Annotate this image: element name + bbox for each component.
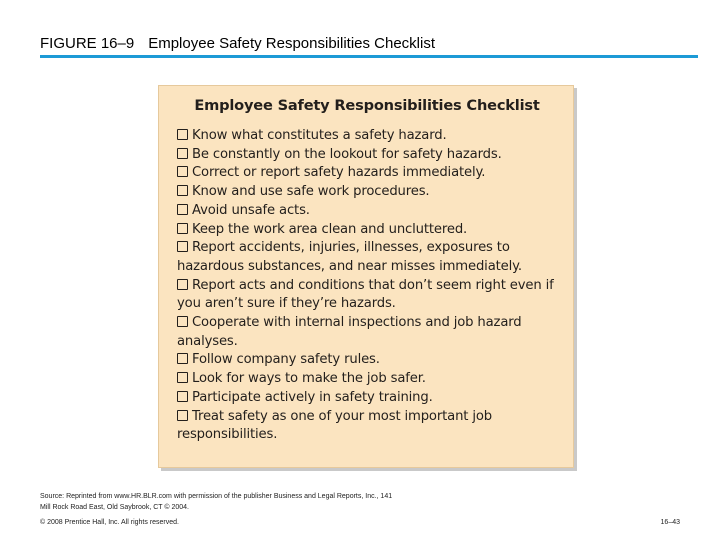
checklist-item xyxy=(177,202,557,221)
checkbox-icon xyxy=(177,241,188,252)
checkbox-icon xyxy=(177,391,188,402)
checkbox-icon xyxy=(177,185,188,196)
checklist-item-text: Cooperate with internal inspections and job hazard analyses. xyxy=(177,315,522,349)
checklist-item xyxy=(177,221,557,240)
checkbox-icon xyxy=(177,166,188,177)
slide-number: 16–43 xyxy=(660,519,680,526)
checkbox-icon xyxy=(177,372,188,383)
checklist-item-text: Correct or report safety hazards immediately. xyxy=(192,165,486,181)
checkbox-icon xyxy=(177,410,188,421)
checkbox-icon xyxy=(177,279,188,290)
checklist-item-text: Treat safety as one of your most important job responsibilities. xyxy=(177,408,492,443)
checkbox-icon xyxy=(177,353,188,364)
checklist-item xyxy=(177,164,557,183)
checklist-item xyxy=(177,389,557,408)
checklist-item xyxy=(177,127,557,146)
figure-title-text: Employee Safety Responsibilities Checklist xyxy=(148,35,436,52)
checklist-item xyxy=(177,183,557,202)
title-divider xyxy=(40,55,698,58)
checkbox-icon xyxy=(177,129,188,140)
checklist-item xyxy=(177,370,557,389)
figure-title xyxy=(40,34,696,54)
checklist-item-text: Keep the work area clean and uncluttered. xyxy=(192,221,468,237)
source-note: Source: Reprinted from www.HR.BLR.com with permission of the publisher Business and Legal Reports, Inc., 141 Mill Rock Road East, Old Saybrook, CT © 2004. xyxy=(40,493,393,511)
checkbox-icon xyxy=(177,223,188,234)
checklist-title: Employee Safety Responsibilities Checklist xyxy=(194,97,540,114)
checkbox-icon xyxy=(177,204,188,215)
checklist-item-text: Be constantly on the lookout for safety hazards. xyxy=(192,146,502,162)
checklist-item xyxy=(177,239,557,276)
checkbox-icon xyxy=(177,316,188,327)
checklist-item xyxy=(177,277,557,314)
checklist-item-text: Participate actively in safety training. xyxy=(192,389,433,405)
checklist-item xyxy=(177,408,557,445)
checklist-item-text: Know and use safe work procedures. xyxy=(192,184,430,200)
checklist-item xyxy=(177,314,557,351)
checklist-item-text: Know what constitutes a safety hazard. xyxy=(192,128,447,143)
checkbox-icon xyxy=(177,148,188,159)
checklist-item-text: Report acts and conditions that don’t seem right even if you aren’t sure if they’re hazards. xyxy=(177,277,554,312)
checklist-panel xyxy=(158,85,574,468)
figure-number: FIGURE 16–9 xyxy=(40,35,135,52)
checklist-item xyxy=(177,146,557,165)
copyright: © 2008 Prentice Hall, Inc. All rights reserved. xyxy=(40,519,179,526)
checklist-item xyxy=(177,351,557,370)
checklist-item-text: Avoid unsafe acts. xyxy=(192,202,310,218)
checklist-item-text: Follow company safety rules. xyxy=(192,352,380,368)
checklist xyxy=(177,127,557,445)
checklist-item-text: Report accidents, injuries, illnesses, exposures to hazardous substances, and near misses immediately. xyxy=(177,240,522,274)
checklist-item-text: Look for ways to make the job safer. xyxy=(192,371,426,387)
